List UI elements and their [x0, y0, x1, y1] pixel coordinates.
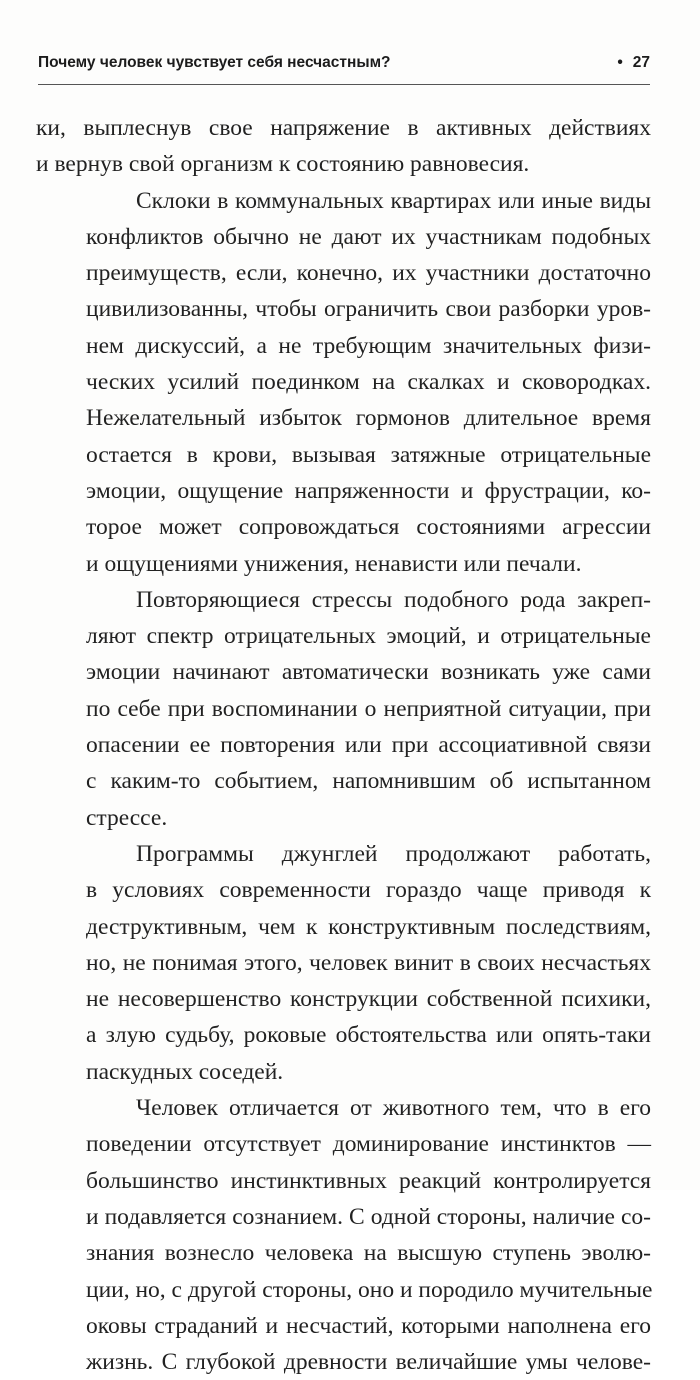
text-line: ки, выплеснув свое напряжение в активных действиях [36, 115, 651, 141]
text-line: эмоции начинают автоматически возникать уже сами [86, 659, 651, 686]
text-line: Программы джунглей продолжают работать, [136, 840, 651, 867]
text-line: по себе при воспоминании о неприятной ситуации, при [86, 695, 651, 722]
text-line: Человек отличается от животного тем, что в его [136, 1095, 651, 1122]
text-line: эмоции, ощущение напряженности и фрустрации, ко- [86, 477, 651, 504]
bullet-icon: • [617, 54, 623, 71]
text-line: с каким-то событием, напомнившим об испытанном [86, 768, 651, 795]
text-line: Склоки в коммунальных квартирах или иные виды [136, 187, 651, 214]
text-line: а злую судьбу, роковые обстоятельства или опять-таки [86, 1022, 651, 1049]
text-line: опасении ее повторения или при ассоциативной связи [86, 732, 651, 759]
text-line: преимуществ, если, конечно, их участники достаточно [86, 260, 651, 287]
page-header [38, 54, 650, 80]
page-number: 27 [632, 54, 650, 71]
text-line: нем дискуссий, а не требующим значительных физи- [86, 332, 651, 359]
text-line: в условиях современности гораздо чаще приводя к [86, 877, 651, 904]
text-line: деструктивным, чем к конструктивным последствиям, [86, 913, 651, 940]
paragraph [36, 183, 651, 582]
text-line: и вернув свой организм к состоянию равновесия. [36, 151, 530, 178]
text-line: ляют спектр отрицательных эмоций, и отрицательные [86, 623, 651, 650]
text-line: поведении отсутствует доминирование инстинктов — [86, 1131, 651, 1158]
text-line: торое может сопровождаться состояниями агрессии [86, 514, 651, 541]
text-line: Нежелательный избыток гормонов длительное время [86, 405, 651, 432]
text-line: цивилизованны, чтобы ограничить свои разборки уров- [86, 296, 651, 323]
text-line: ческих усилий поединком на скалках и сковородках. [86, 369, 651, 396]
text-line: конфликтов обычно не дают их участникам подобных [86, 223, 651, 250]
text-line: ции, но, с другой стороны, оно и породило мучительные [86, 1276, 653, 1303]
text-line: жизнь. С глубокой древности величайшие умы челове- [86, 1349, 651, 1376]
text-line: не несовершенство конструкции собственной психики, [86, 986, 651, 1013]
text-line: оковы страданий и несчастий, которыми наполнена его [86, 1312, 651, 1339]
paragraph [36, 110, 651, 183]
text-line: паскудных соседей. [86, 1058, 284, 1085]
paragraph [36, 836, 651, 1090]
text-line: остается в крови, вызывая затяжные отрицательные [86, 441, 651, 468]
text-line: но, не понимая этого, человек винит в своих несчастьях [86, 949, 651, 976]
text-line: Повторяющиеся стрессы подобного рода закреп- [136, 586, 651, 613]
text-line: и ощущениями унижения, ненависти или печали. [86, 550, 582, 577]
header-rule [38, 84, 650, 85]
paragraph [36, 582, 651, 836]
page-number-group [617, 54, 650, 72]
running-title: Почему человек чувствует себя несчастным? [38, 54, 391, 71]
text-line: стрессе. [86, 804, 168, 831]
paragraph [36, 1090, 651, 1380]
text-line: и подавляется сознанием. С одной стороны, наличие со- [86, 1203, 651, 1230]
text-line: большинство инстинктивных реакций контролируется [86, 1167, 651, 1194]
body-text [36, 110, 651, 1380]
text-line: знания вознесло человека на высшую ступень эволю- [86, 1240, 651, 1267]
